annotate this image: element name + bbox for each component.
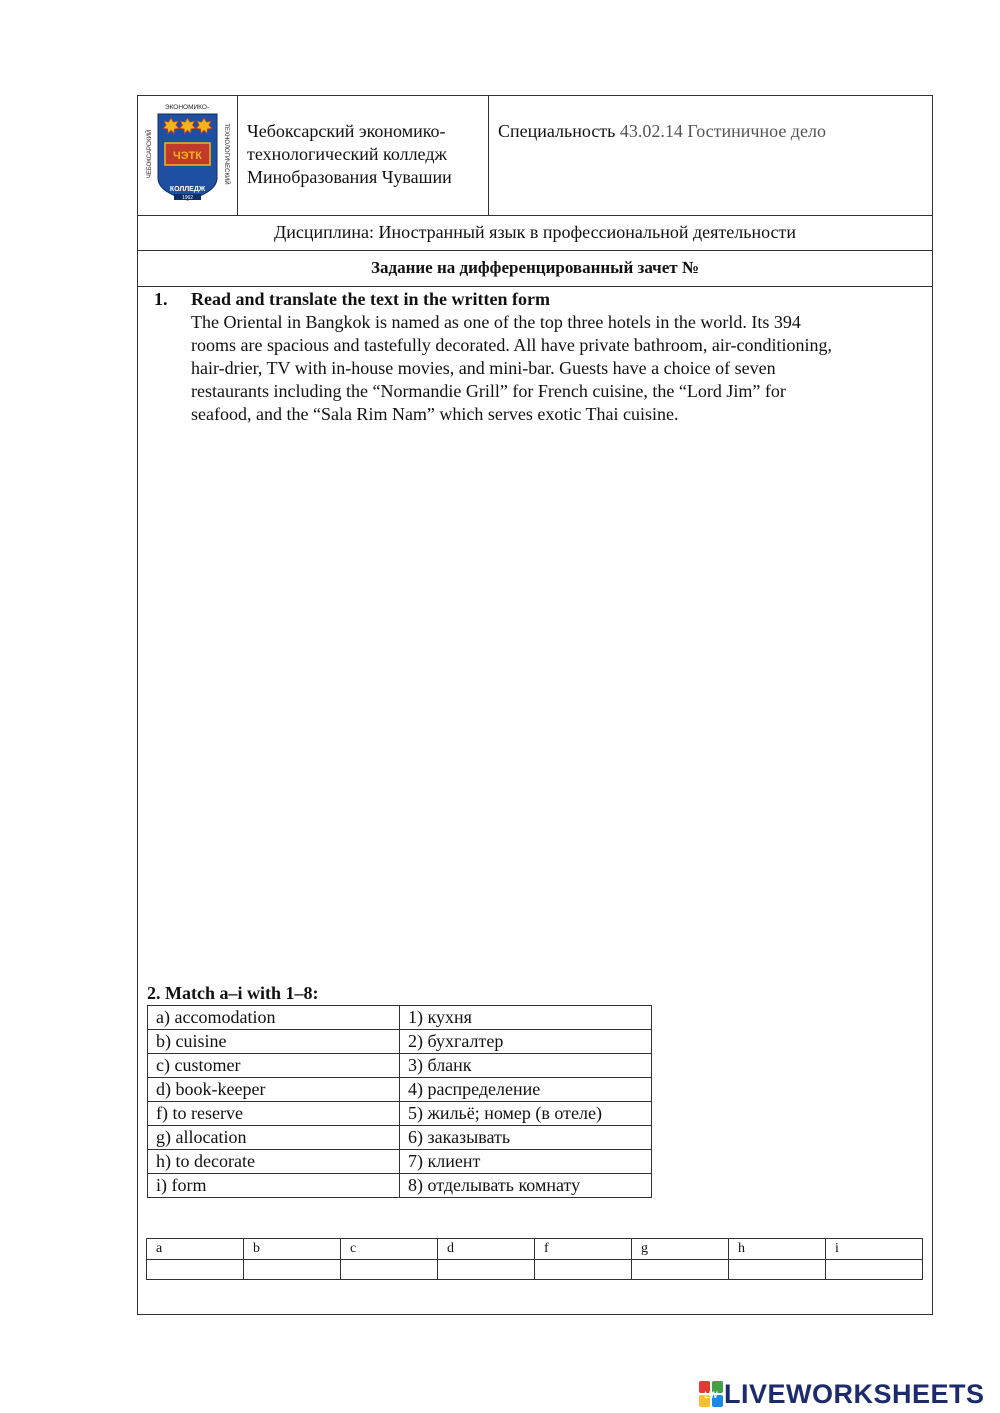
translation-cell: 3) бланк (400, 1054, 652, 1078)
answer-input-i[interactable] (826, 1260, 923, 1280)
logo-cell (138, 96, 238, 215)
table-row (148, 1174, 652, 1198)
assignment-title: Задание на дифференцированный зачет № (138, 250, 932, 287)
translation-cell: 7) клиент (400, 1150, 652, 1174)
answer-input-d[interactable] (438, 1260, 535, 1280)
term-cell: b) cuisine (148, 1030, 400, 1054)
task-1-number: 1. (154, 289, 168, 309)
task-1-text (191, 311, 926, 426)
discipline-row: Дисциплина: Иностранный язык в профессиональной деятельности (138, 215, 932, 251)
term-cell: c) customer (148, 1054, 400, 1078)
document-frame (137, 95, 933, 1315)
text-line: restaurants including the “Normandie Grill” for French cuisine, the “Lord Jim” for (191, 381, 786, 401)
table-row (148, 1054, 652, 1078)
answer-letter: f (535, 1239, 632, 1260)
answer-input-a[interactable] (147, 1260, 244, 1280)
answer-input-h[interactable] (729, 1260, 826, 1280)
specialty-label: Специальность (498, 121, 616, 141)
term-cell: h) to decorate (148, 1150, 400, 1174)
task-1-title: Read and translate the text in the written form (191, 289, 550, 309)
table-row (148, 1126, 652, 1150)
task-2-title: 2. Match a–i with 1–8: (147, 983, 319, 1003)
text-line: The Oriental in Bangkok is named as one of the top three hotels in the world. Its 394 (191, 312, 801, 332)
brand-icon-text: LW (704, 1390, 718, 1400)
logo-right-text: ТЕХНОЛОГИЧЕСКИЙ (223, 123, 229, 185)
translation-cell: 4) распределение (400, 1078, 652, 1102)
brand-text: LIVEWORKSHEETS (724, 1378, 985, 1409)
term-cell: d) book-keeper (148, 1078, 400, 1102)
specialty-value: 43.02.14 Гостиничное дело (619, 121, 826, 141)
translation-cell: 6) заказывать (400, 1126, 652, 1150)
translation-cell: 5) жильё; номер (в отеле) (400, 1102, 652, 1126)
table-row (148, 1030, 652, 1054)
answer-letter: b (244, 1239, 341, 1260)
answer-input-g[interactable] (632, 1260, 729, 1280)
answer-input-b[interactable] (244, 1260, 341, 1280)
logo-top-text: ЭКОНОМИКО- (164, 104, 210, 111)
liveworksheets-brand[interactable] (698, 1378, 985, 1410)
table-row (148, 1102, 652, 1126)
table-row (148, 1006, 652, 1030)
answer-grid (146, 1238, 923, 1280)
liveworksheets-logo-icon (698, 1380, 724, 1408)
translation-cell: 1) кухня (400, 1006, 652, 1030)
text-line: hair-drier, TV with in-house movies, and mini-bar. Guests have a choice of seven (191, 358, 776, 378)
college-cell (237, 96, 489, 215)
logo-left-text: ЧЕБОКСАРСКИЙ (147, 129, 153, 179)
college-line: Минобразования Чувашии (247, 167, 452, 187)
answer-input-row (147, 1260, 923, 1280)
college-logo (138, 96, 237, 215)
table-row (148, 1150, 652, 1174)
table-row (148, 1078, 652, 1102)
logo-bottom-text: КОЛЛЕДЖ (169, 186, 206, 193)
logo-year: 1962 (181, 195, 194, 201)
answer-letter: i (826, 1239, 923, 1260)
college-line: технологический колледж (247, 144, 447, 164)
translation-cell: 8) отделывать комнату (400, 1174, 652, 1198)
specialty (498, 120, 826, 143)
text-line: seafood, and the “Sala Rim Nam” which serves exotic Thai cuisine. (191, 404, 679, 424)
college-line: Чебоксарский экономико- (247, 121, 446, 141)
matching-table (147, 1005, 652, 1198)
answer-input-f[interactable] (535, 1260, 632, 1280)
answer-letter: h (729, 1239, 826, 1260)
answer-letter: a (147, 1239, 244, 1260)
answer-letters-row (147, 1239, 923, 1260)
translation-cell: 2) бухгалтер (400, 1030, 652, 1054)
text-line: rooms are spacious and tastefully decorated. All have private bathroom, air-conditioning, (191, 335, 832, 355)
term-cell: i) form (148, 1174, 400, 1198)
answer-letter: c (341, 1239, 438, 1260)
answer-letter: g (632, 1239, 729, 1260)
term-cell: g) allocation (148, 1126, 400, 1150)
answer-input-c[interactable] (341, 1260, 438, 1280)
answer-letter: d (438, 1239, 535, 1260)
header-row (138, 96, 932, 216)
term-cell: f) to reserve (148, 1102, 400, 1126)
college-name (247, 120, 487, 189)
term-cell: a) accomodation (148, 1006, 400, 1030)
logo-emblem-text: ЧЭТК (173, 150, 202, 162)
